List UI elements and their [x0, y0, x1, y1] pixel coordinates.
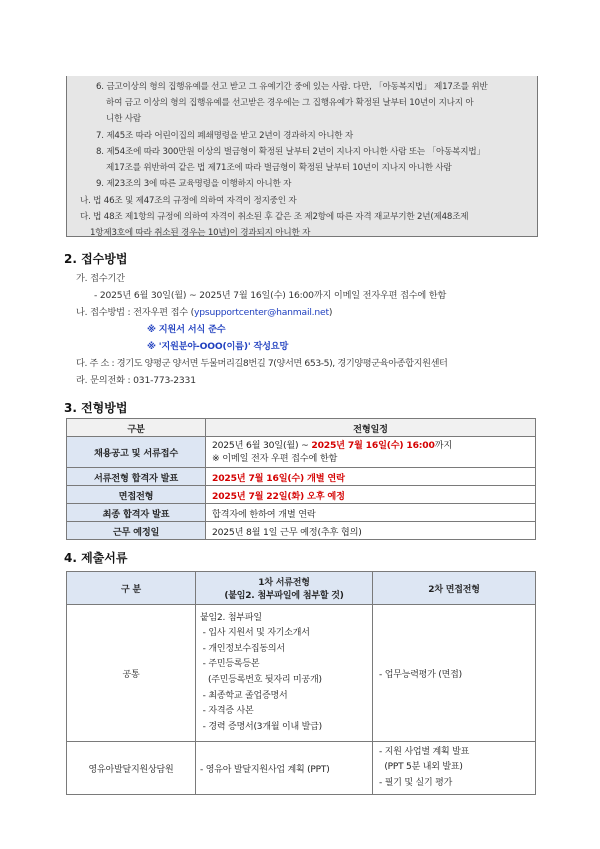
disqualification-item-6-cont: 하여 금고 이상의 형의 집행유예를 선고받은 경우에는 그 집행유예가 확정된 날부터 10년이 지나지 아	[106, 98, 474, 108]
docs-col-category: 구 분	[67, 572, 196, 605]
email-link[interactable]: ypsupportcenter@hanmail.net	[194, 307, 329, 318]
method-suffix: )	[328, 307, 333, 318]
address-line: 다. 주 소 : 경기도 양평군 양서면 두물머리길8번길 7(양서면 653-5), 경기양평군육아종합지원센터	[76, 358, 448, 369]
schedule-col-date: 전형일정	[206, 419, 536, 437]
docs-row-interview: - 업무능력평가 (면접)	[373, 605, 536, 742]
docs-col-second-round: 2차 면접전형	[373, 572, 536, 605]
disqualification-item-na: 나. 법 46조 및 제47조의 규정에 의하여 자격이 정지중인 자	[80, 196, 297, 206]
section-4-heading: 4. 제출서류	[64, 551, 128, 565]
schedule-row-value: 2025년 7월 16일(수) 개별 연락	[206, 468, 536, 486]
schedule-row-label: 서류전형 합격자 발표	[67, 468, 206, 486]
disqualification-item-8: 8. 제54조에 따라 300만원 이상의 벌금형이 확정된 날부터 2년이 지나지 아니한 사람 또는 「아동복지법」	[96, 147, 485, 157]
schedule-row-label: 채용공고 및 서류접수	[67, 437, 206, 468]
schedule-row-value: 2025년 7월 22일(화) 오후 예정	[206, 486, 536, 504]
documents-table	[66, 571, 536, 795]
schedule-row-value: 2025년 8월 1일 근무 예정(추후 협의)	[206, 522, 536, 540]
docs-row-documents: - 영유아 발달지원사업 계획 (PPT)	[196, 742, 373, 795]
section-2-heading: 2. 접수방법	[64, 252, 128, 266]
schedule-row-label: 면접전형	[67, 486, 206, 504]
period-text: - 2025년 6월 30일(월) ~ 2025년 7월 16일(수) 16:00까지 이메일 전자우편 접수에 한함	[94, 290, 447, 301]
disqualification-item-da-cont: 1항제3호에 따라 취소된 경우는 10년)이 경과되지 아니한 자	[90, 228, 311, 238]
period-label: 가. 접수기간	[76, 273, 125, 284]
disqualification-item-8-cont: 제17조를 위반하여 같은 법 제71조에 따라 벌금형이 확정된 날부터 10년이 지나지 아니한 사람	[106, 163, 452, 173]
schedule-row-value: 2025년 6월 30일(월) ~ 2025년 7월 16일(수) 16:00까지 ※ 이메일 전자 우편 접수에 한함	[206, 437, 536, 468]
docs-col-first-round: 1차 서류전형 (붙임2. 첨부파일에 첨부할 것)	[196, 572, 373, 605]
note-filename: ※ '지원분야-OOO(이름)' 작성요망	[147, 341, 289, 352]
schedule-row-value: 합격자에 한하여 개별 연락	[206, 504, 536, 522]
docs-row-documents: 붙임2. 첨부파일 - 입사 지원서 및 자기소개서 - 개인정보수집동의서 - 주민등록등본 (주민등록번호 뒷자리 미공개) - 최종학교 졸업증명서 - 자격증 사본 - 경력 증명서(3개월 이내 발급)	[196, 605, 373, 742]
schedule-col-category: 구분	[67, 419, 206, 437]
disqualification-item-7: 7. 제45조 따라 어린이집의 폐쇄명령을 받고 2년이 경과하지 아니한 자	[96, 131, 354, 141]
note-form: ※ 지원서 서식 준수	[147, 324, 226, 335]
schedule-row-label: 최종 합격자 발표	[67, 504, 206, 522]
disqualification-item-6: 6. 금고이상의 형의 집행유예를 선고 받고 그 유예기간 중에 있는 사람. 다만, 「아동복지법」 제17조를 위반	[96, 82, 488, 92]
method-prefix: 나. 접수방법 : 전자우편 접수 (	[76, 307, 195, 318]
docs-row-label: 공통	[67, 605, 196, 742]
section-3-heading: 3. 전형방법	[64, 401, 128, 415]
method-line	[76, 304, 332, 318]
phone-line: 라. 문의전화 : 031-773-2331	[76, 375, 196, 386]
disqualification-item-6-cont2: 니한 사람	[106, 114, 141, 124]
disqualification-item-da: 다. 법 48조 제1항의 규정에 의하여 자격이 취소된 후 같은 조 제2항에 따른 자격 재교부기한 2년(제48조제	[80, 212, 469, 222]
docs-row-interview: - 지원 사업별 계획 발표 (PPT 5분 내외 발표) - 필기 및 실기 평가	[373, 742, 536, 795]
docs-row-label: 영유아발달지원상담원	[67, 742, 196, 795]
schedule-row-label: 근무 예정일	[67, 522, 206, 540]
schedule-table	[66, 418, 536, 540]
disqualification-item-9: 9. 제23조의 3에 따른 교육명령을 이행하지 아니한 자	[96, 179, 292, 189]
